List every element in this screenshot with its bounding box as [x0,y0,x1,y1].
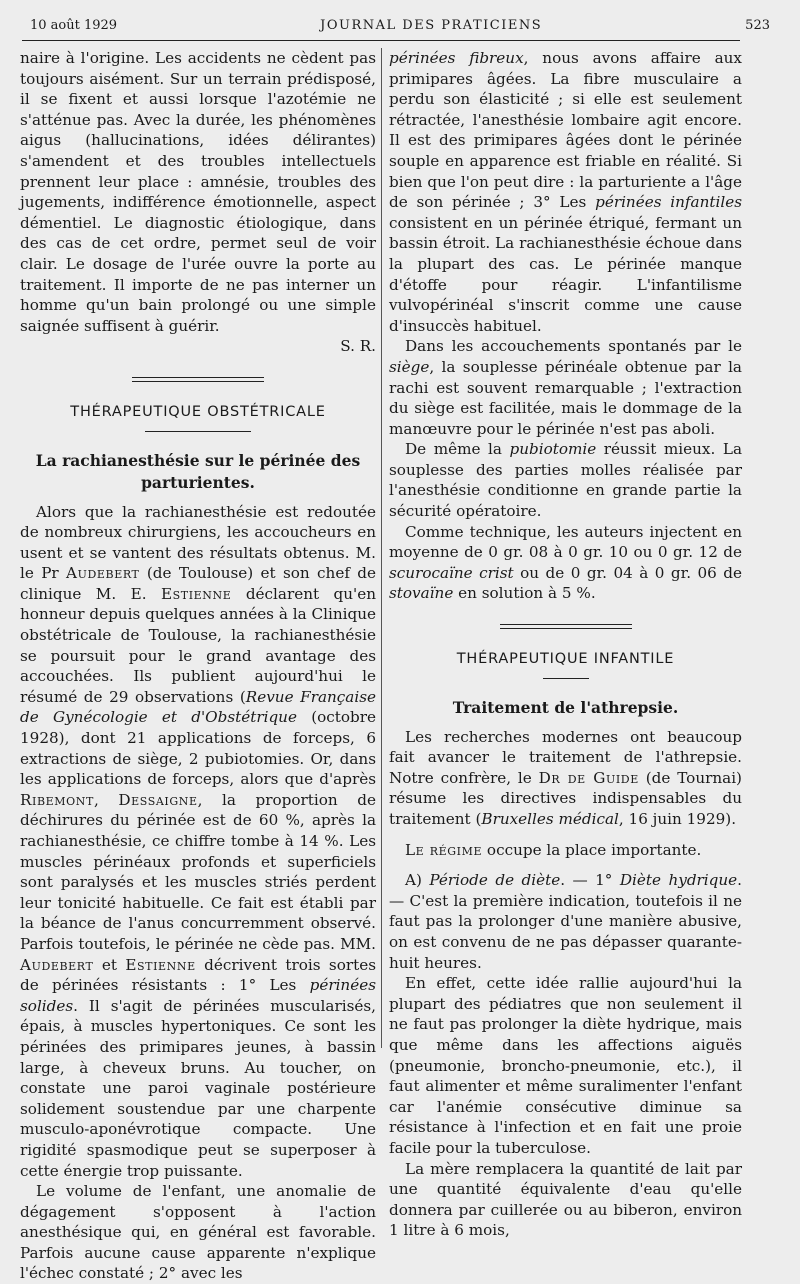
article-paragraph: périnées fibreux, nous avons affaire aux primipares âgées. La fibre musculaire a perdu son élasticité ; si elle est seulement rétractée, l'anesthésie lombaire agit encore. Il est des primipares âgées dont le périnée souple en apparence est friable en réalité. Si bien que l'on peut dire : la parturiente a l'âge de son périnée ; 3° Les périnées infantiles consistent en un périnée étriqué, fermant un bassin étroit. La rachianesthésie échoue dans la plupart des cas. Le périnée manque d'étoffe pour réagir. L'infantilisme vulvopérinéal s'inscrit comme une cause d'insuccès habituel. [389,49,742,335]
section-title-obstetrique: THÉRAPEUTIQUE OBSTÉTRICALE [70,403,326,420]
article-paragraph: Alors que la rachianesthésie est redoutée de nombreux chirurgiens, les accoucheurs en usent et se vantent des résultats obtenus. M. le Pr Audebert (de Toulouse) et son chef de clinique M. E. Estienne déclarent qu'en honneur depuis quelques années à la Clinique obstétricale de Toulouse, la rachianesthésie se poursuit pour le grand avantage des accouchées. Ils publient aujourd'hui le résumé de 29 observations (Revue Française de Gynécologie et d'Obstétrique (octobre 1928), dont 21 applications de forceps, 6 extractions de siège, 2 pubiotomies. Or, dans les applications de forceps, alors que d'après Ribemont, Dessaigne, la proportion de déchirures du périnée est de 60 %, après la rachianesthésie, ce chiffre tombe à 14 %. Les muscles périnéaux profonds et superficiels sont paralysés et les muscles striés perdent leur tonicité habituelle. Ce fait est établi par la béance de l'anus concurremment observé. Parfois toutefois, le périnée ne cède pas. MM. Audebert et Estienne décrivent trois sortes de périnées résistants : 1° Les périnées solides. Il s'agit de périnées muscularisés, épais, à muscles hypertoniques. Ce sont les périnées des primipares jeunes, à bassin large, à cheveux bruns. Au toucher, on constate une paroi vaginale postérieure solidement soustendue par une charpente musculo-aponévrotique compacte. Une rigidité spasmodique peut se superposer à cette énergie trop puissante. [20,502,377,1180]
continued-paragraph: naire à l'origine. Les accidents ne cèdent pas toujours aisément. Sur un terrain prédisposé, il se fixent et aussi lorsque l'azotémie ne s'atténue pas. Avec la durée, les phénomènes aigus (hallucinations, idées délirantes) s'amendent et des troubles intellectuels prennent leur place : amnésie, troubles des jugements, indifférence émotionnelle, aspect démentiel. Le diagnostic étiologique, dans des cas de cet ordre, permet seul de voir clair. Le dosage de l'urée ouvre la porte au traitement. Il importe de ne pas interner un homme qu'un bain prolongé ou une simple saignée suffisent à guérir. [20,49,376,335]
article-paragraph: Le régime occupe la place importante. [405,840,702,859]
section-underline [543,678,589,679]
page-header [30,18,770,38]
author-signature: S. R. [340,337,376,356]
header-rule [22,40,740,41]
article-paragraph: En effet, cette idée rallie aujourd'hui la plupart des pédiatres que non seulement il ne faut pas prolonger la diète hydrique, mais que même dans les affections aiguës (pneumonie, broncho-pneumonie, etc.), il faut alimenter et même suralimenter l'enfant car l'anémie consécutive diminue sa résistance à l'infection et en fait une proie facile pour la tuberculose. [389,974,742,1157]
journal-reference: Revue Française de Gynécologie et d'Obstétrique [20,687,376,727]
section-title-infantile: THÉRAPEUTIQUE INFANTILE [456,651,675,668]
section-underline [145,431,251,432]
header-date: 10 août 1929 [30,18,118,33]
article-paragraph: Dans les accouchements spontanés par le siège, la souplesse périnéale obtenue par la rachi est souvent remarquable ; l'extraction du siège est facilitée, mais le dommage de la manœuvre pour le périnée n'est pas aboli. [389,337,742,438]
journal-title: JOURNAL DES PRATICIENS [320,18,543,33]
article-paragraph: Comme technique, les auteurs injectent en moyenne de 0 gr. 08 à 0 gr. 10 ou 0 gr. 12 de scurocaïne crist ou de 0 gr. 04 à 0 gr. 06 de stovaïne en solution à 5 %. [389,522,742,603]
article-paragraph: Le volume de l'enfant, une anomalie de dégagement s'opposent à l'action anesthésique qui, en général est favorable. Parfois aucune cause apparente n'explique l'échec constaté ; 2° avec les [20,1182,376,1283]
article-paragraph: Les recherches modernes ont beaucoup fait avancer le traitement de l'athrepsie. Notre confrère, le Dr de Guide (de Tournai) résume les directives indispensables du traitement (Bruxelles médical, 16 juin 1929). [389,727,742,828]
article-paragraph: De même la pubiotomie réussit mieux. La souplesse des parties molles réalisée par l'anesthésie conditionne en grande partie la sécurité opératoire. [389,440,743,521]
right-column [389,48,742,1241]
section-separator [500,624,632,629]
author-name: Audebert [66,564,140,583]
section-separator [132,377,264,382]
author-name: Estienne [160,584,232,603]
article-paragraph: A) Période de diète. — 1° Diète hydrique. — C'est la première indication, toutefois il ne faut pas la prolonger d'une manière abusive, on est convenu de ne pas dépasser quarante-huit heures. [389,871,742,972]
article-title-rachianesthesie: La rachianesthésie sur le périnée des parturientes. [35,450,361,492]
article-paragraph: La mère remplacera la quantité de lait par une quantité équivalente d'eau qu'elle donnera par cuillerée ou au biberon, environ 1 litre à 6 mois, [389,1159,742,1240]
column-divider [381,48,382,1048]
author-name: Dr de Guide [538,768,639,787]
left-column [20,48,376,1284]
page-number: 523 [745,18,770,33]
article-title-athrepsie: Traitement de l'athrepsie. [452,697,679,717]
journal-reference: Bruxelles médical [481,810,619,828]
